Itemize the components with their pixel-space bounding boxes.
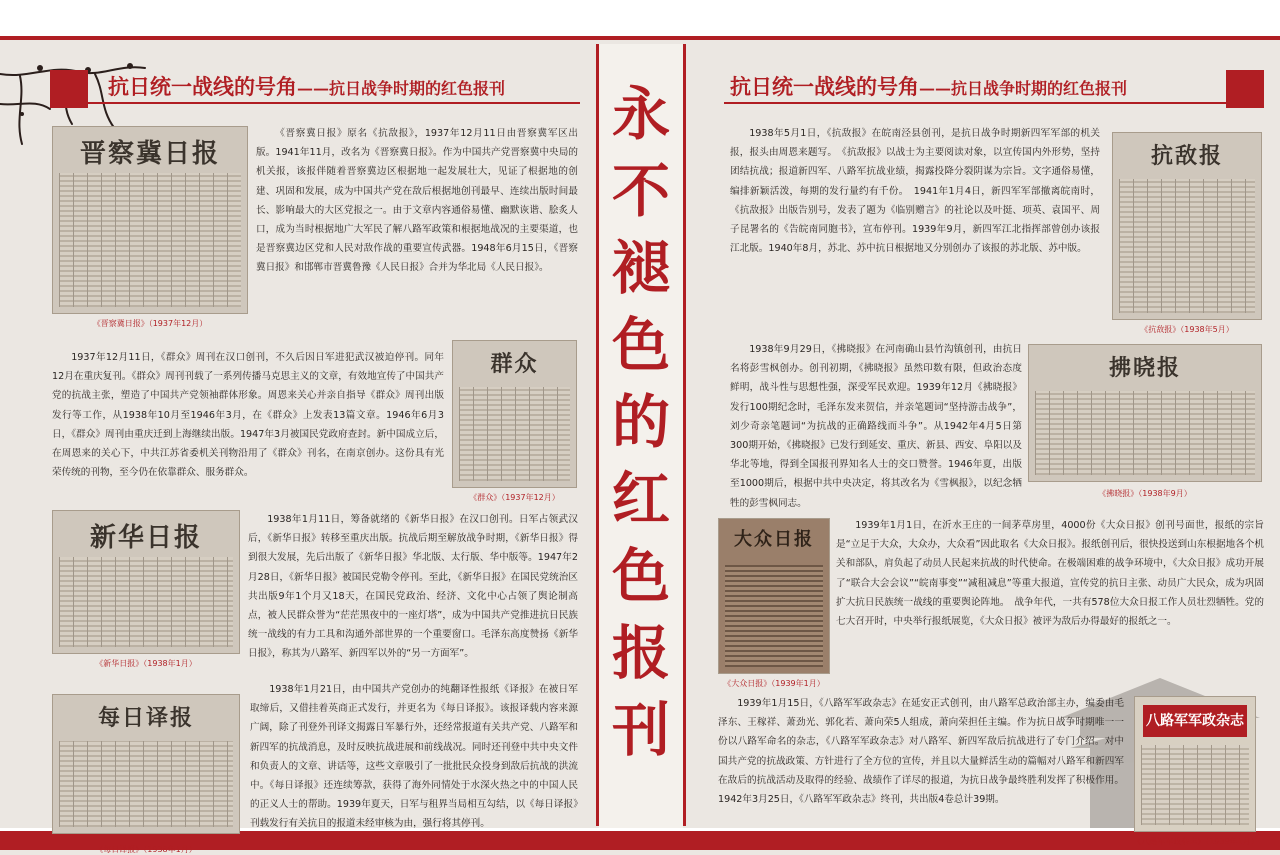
- photo-dazhong-ribao: [718, 518, 830, 674]
- masthead-meiriyibao: 每日译报: [97, 705, 194, 731]
- header-square: [1226, 70, 1264, 108]
- photo-jinchaji-ribao: [52, 126, 248, 314]
- paragraph-fuxiaobao: 1938年9月29日，《拂晓报》在河南确山县竹沟镇创刊，由抗日名将彭雪枫创办。创刊初期，《拂晓报》虽然印数有限，但政治态度鲜明，战斗性与思想性强，深受军民欢迎。1939年12月《拂晓报》发行100期纪念时，毛泽东发来贺信，并亲笔题词“坚持游击战争”，刘少奇亲笔题词“为抗战的正确路线而斗争”。从1942年4月5日第300期开始，《拂晓报》已发行到延安、重庆、新县、西安、阜阳以及华北等地，得到全国报刊界知名人士的交口赞誉。1946年夏，出版至1000期后，根据中共中央决定，将其改名为《雪枫报》，以纪念牺牲的彭雪枫同志。: [730, 344, 1022, 509]
- center-spine: [599, 44, 683, 828]
- header-square: [50, 70, 88, 108]
- masthead-balujun: 八路军军政杂志: [1143, 705, 1247, 737]
- top-band: [0, 0, 1280, 40]
- paragraph-dazhong: 1939年1月1日，在沂水王庄的一间茅草房里，4000份《大众日报》创刊号面世，报纸的宗旨是“立足于大众，大众办，大众看”因此取名《大众日报》。报纸创刊后，很快投送到山东根据地各个机关和部队，肩负起了动员人民起来抗战的时代使命。在极端困难的战争环境中，《大众日报》成功开展了“联合大会会议”“皖南事变”“减租减息”等重大报道，宣传党的抗日主张、动员广大民众，成为巩固扩大抗日民族统一战线的重要舆论阵地。 战争年代，一共有578位大众日报工作人员壮烈牺牲。党的七大召开时，中央举行报纸展览，《大众日报》被评为敌后办得最好的报纸之一。: [836, 520, 1264, 628]
- caption-jinchaji: 《晋察冀日报》（1937年12月）: [92, 319, 208, 328]
- paragraph-meiriyibao: 1938年1月21日，由中国共产党创办的纯翻译性报纸《译报》在被日军取缔后，又借挂着英商正式发行，并更名为《每日译报》。该报译载内容来源广阔，除了刊登外刊译文揭露日军暴行外，还经常报道有关共产党、八路军和新四军的抗战消息，及时反映抗战进展和前线战况。同时还刊登中共中央文件和负责人的文章、讲话等，这些文章吸引了一批批民众投身到敌后抗战的洪流中。《每日译报》还连续筹款，获得了海外同情处于水深火热之中的中国人民的正义人士的帮助。1939年夏天，日军与租界当局相互勾结，以《每日译报》刊载发行有关抗日的报道未经审核为由，强行将其停刊。: [250, 684, 578, 830]
- vertical-char-4: 色: [611, 311, 670, 379]
- photo-meiri-yibao: [52, 694, 240, 834]
- vertical-char-3: 褪: [611, 234, 670, 302]
- vertical-char-2: 不: [611, 157, 670, 225]
- masthead-jinchaji: 晋察冀日报: [79, 139, 220, 169]
- caption-fuxiaobao: 《拂晓报》（1938年9月）: [1098, 489, 1192, 498]
- left-header-title: 抗日统一战线的号角——抗日战争时期的红色报刊: [108, 74, 506, 99]
- right-header: [724, 62, 1264, 104]
- vertical-char-9: 刊: [611, 696, 670, 764]
- caption-kangdibao: 《抗敌报》（1938年5月）: [1140, 325, 1234, 334]
- caption-qunzhong: 《群众》（1937年12月）: [469, 493, 560, 502]
- photo-kangdibao: [1112, 132, 1262, 320]
- left-page: [0, 44, 596, 854]
- vertical-char-6: 红: [611, 465, 670, 533]
- vertical-char-5: 的: [611, 388, 670, 456]
- photo-xinhua-ribao: [52, 510, 240, 654]
- paragraph-balujun: 1939年1月15日，《八路军军政杂志》在延安正式创刊，由八路军总政治部主办，编委由毛泽东、王稼祥、萧劲光、郭化若、萧向荣5人组成，萧向荣担任主编。作为抗日战争时期唯一一份以八路军命名的杂志，《八路军军政杂志》对八路军、新四军敌后抗战进行了专门介绍。对中国共产党的抗战政策、方针进行了全方位的宣传，并且以大量鲜活生动的篇幅对八路军和新四军在敌后的抗战活动及取得的经验、战绩作了详尽的报道，为抗日战争最终胜利发挥了积极作用。1942年3月25日，《八路军军政杂志》终刊，共出版4卷总计39期。: [718, 698, 1124, 806]
- vertical-title: [599, 76, 683, 769]
- paragraph-xinhua: 1938年1月11日，筹备就绪的《新华日报》在汉口创刊。日军占领武汉后，《新华日报》转移至重庆出版。抗战后期至解放战争时期，《新华日报》得到很大发展，先后出版了《新华日报》华北版、太行版、华中版等。1947年2月28日，《新华日报》被国民党勒令停刊。至此，《新华日报》在国民党统治区共出版9年1个月又18天，在国民党政治、经济、文化中心占领了舆论制高点，被人民群众誉为“茫茫黑夜中的一座灯塔”，成为中国共产党推进抗日民族统一战线的有力工具和沟通外部世界的一个重要窗口。毛泽东高度赞扬《新华日报》，称其为八路军、新四军以外的“另一方面军”。: [248, 514, 578, 660]
- photo-qunzhong: [452, 340, 577, 488]
- paragraph-jinchaji: 《晋察冀日报》原名《抗敌报》，1937年12月11日由晋察冀军区出版。1941年11月，改名为《晋察冀日报》。作为中国共产党晋察冀中央局的机关报，该报伴随着晋察冀边区根据地一起发展壮大，见证了根据地的创建、巩固和发展，成为中国共产党在敌后根据地创刊最早、连续出版时间最长、影响最大的大区党报之一。由于文章内容通俗易懂、幽默诙谐、脍炙人口，成为当时根据地广大军民了解八路军政策和根据地战况的主要渠道，也是晋察冀边区党和人民对敌作战的重要宣传武器。1948年6月15日，《晋察冀日报》和邯郸市晋冀鲁豫《人民日报》合并为华北局《人民日报》。: [256, 128, 578, 274]
- vertical-char-8: 报: [611, 619, 670, 687]
- caption-dazhong: 《大众日报》（1939年1月）: [723, 679, 825, 688]
- masthead-kangdi: 抗敌报: [1150, 143, 1223, 169]
- masthead-fuxiao: 拂晓报: [1108, 355, 1181, 381]
- paragraph-kangdibao: 1938年5月1日，《抗敌报》在皖南泾县创刊，是抗日战争时期新四军军部的机关报，报头由周恩来题写。 《抗敌报》以战士为主要阅读对象，以宣传国内外形势，坚持团结抗战；报道新四军、八路军抗战业绩，揭露投降分裂阴谋为宗旨。文字通俗易懂，编排新颖活泼，每期的发行量约有千份。 1941年1月4日，新四军军部撤离皖南时，《抗敌报》出版告别号，发表了题为《临别赠言》的社论以及叶挺、项英、袁国平、周子昆署名的《告皖南同胞书》，宣布停刊。1939年9月，新四军江北指挥部曾创办该报江北版。1940年8月，苏北、苏中抗日根据地又分别创办了该报的苏北版、苏中版。: [730, 128, 1100, 255]
- caption-meiriyibao: 《每日译报》（1938年1月）: [95, 845, 197, 854]
- caption-xinhua: 《新华日报》（1938年1月）: [95, 659, 197, 668]
- caption-balujun: 《八路军军政杂志》（1939年1月）: [1133, 837, 1259, 846]
- masthead-qunzhong: 群众: [490, 351, 539, 377]
- photo-fuxiaobao: [1028, 344, 1262, 482]
- vertical-char-1: 永: [611, 80, 670, 148]
- masthead-xinhua: 新华日报: [89, 523, 202, 553]
- right-page: [686, 44, 1280, 846]
- photo-balujun-junzheng: [1134, 696, 1256, 832]
- vertical-char-7: 色: [611, 542, 670, 610]
- masthead-dazhong: 大众日报: [734, 529, 814, 550]
- paragraph-qunzhong: 1937年12月11日，《群众》周刊在汉口创刊，不久后因日军进犯武汉被迫停刊。同年 12月在重庆复刊。《群众》周刊刊载了一系列传播马克思主义的文章，有效地宣传了中国共产党的抗战主张，塑造了中国共产党领袖群体形象。周恩来关心并亲自指导《群众》周刊出版发行等工作，从1938年10月至1946年3月，在《群众》上发表13篇文章。1946年6月3日，《群众》周刊由重庆迁到上海继续出版。1947年3月被国民党政府查封。新中国成立后，在周恩来的关心下，中共江苏省委机关刊物沿用了《群众》刊名，在南京创办。这份具有光荣传统的刊物，至今仍在依靠群众、服务群众。: [52, 352, 444, 479]
- right-header-title: 抗日统一战线的号角——抗日战争时期的红色报刊: [730, 74, 1128, 99]
- left-header: [50, 62, 580, 104]
